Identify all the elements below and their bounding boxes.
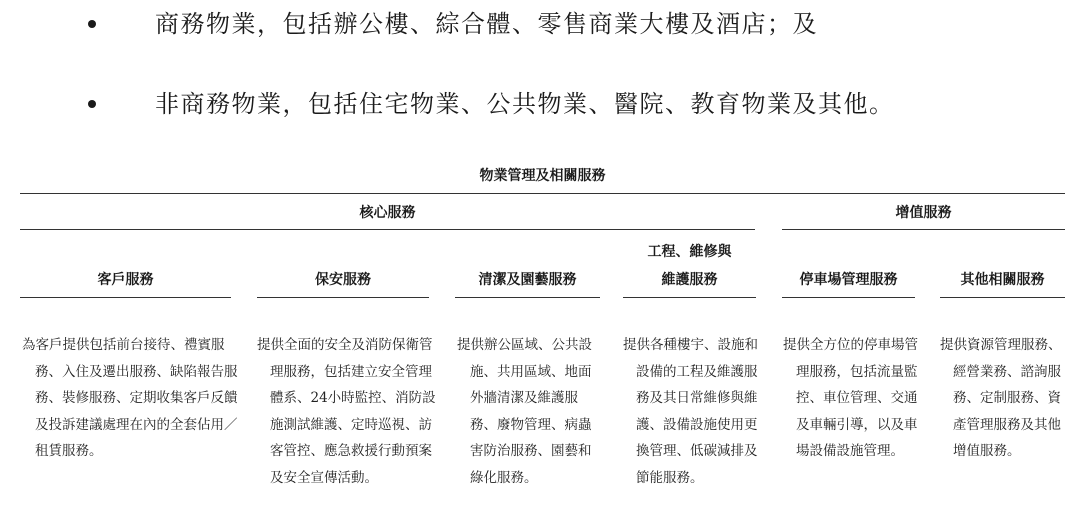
- column-header-other-service: 其他相關服務: [960, 272, 1045, 288]
- bullet-text: 商務物業，包括辦公樓、綜合體、零售商業大樓及酒店；及: [155, 10, 818, 38]
- cell-line: 務及其日常維修與維: [636, 390, 758, 406]
- cell-line: 提供資源管理服務、: [940, 337, 1062, 353]
- group-header-value-added: 增值服務: [895, 205, 952, 221]
- cell-line: 場設備設施管理。: [796, 443, 904, 459]
- cell-customer-service-description: [22, 332, 237, 465]
- cell-line: 產管理服務及其他: [953, 416, 1061, 433]
- cell-other-service-description: [940, 332, 1072, 465]
- cell-line: 及安全宣傳活動。: [270, 469, 378, 486]
- cell-line: 務、定制服務、資: [953, 390, 1061, 406]
- column-rule: [20, 297, 231, 298]
- cell-line: 提供辦公區域、公共設: [457, 337, 592, 353]
- cell-line: 設備的工程及維護服: [636, 363, 758, 380]
- cell-line: 綠化服務。: [470, 469, 538, 486]
- bullet-dot: [88, 20, 96, 28]
- column-header-cleaning-service: 清潔及園藝服務: [478, 272, 577, 288]
- column-header-customer-service: 客戶服務: [97, 272, 154, 288]
- cell-line: 施、共用區域、地面: [470, 363, 592, 380]
- cell-line: 理服務，包括建立安全管理: [270, 363, 432, 380]
- cell-line: 增值服務。: [953, 443, 1021, 459]
- cell-line: 控、車位管理、交通: [796, 390, 918, 406]
- cell-line: 務、廢物管理、病蟲: [470, 416, 592, 433]
- table-title: 物業管理及相關服務: [479, 168, 606, 184]
- cell-line: 提供全面的安全及消防保衛管: [257, 337, 433, 353]
- column-header-engineering-service-line1: 工程、維修與: [647, 244, 732, 260]
- cell-line: 務、入住及遷出服務、缺陷報告服: [35, 363, 238, 380]
- column-rule: [257, 297, 429, 298]
- cell-security-service-description: [257, 332, 437, 491]
- cell-line: 及投訴建議處理在內的全套佔用／: [35, 416, 238, 433]
- cell-line: 施測試維護、定時巡視、訪: [270, 416, 432, 433]
- bullet-item-commercial: [0, 4, 1080, 44]
- cell-line: 理服務，包括流量監: [796, 363, 918, 380]
- cell-cleaning-service-description: [457, 332, 607, 491]
- cell-line: 提供各種樓宇、設施和: [623, 337, 758, 353]
- cell-line: 外牆清潔及維護服: [470, 390, 578, 406]
- column-rule: [940, 297, 1065, 298]
- cell-engineering-service-description: [623, 332, 773, 491]
- cell-line: 節能服務。: [636, 469, 704, 486]
- group-rule-value-added: [782, 229, 1065, 230]
- column-rule: [455, 297, 600, 298]
- title-rule: [20, 193, 1065, 194]
- cell-line: 客管控、應急救援行動預案: [270, 443, 432, 459]
- cell-line: 提供全方位的停車場管: [783, 337, 918, 353]
- column-rule: [782, 297, 915, 298]
- cell-line: 護、設備設施使用更: [636, 416, 758, 433]
- cell-line: 為客戶提供包括前台接待、禮賓服: [22, 337, 225, 353]
- column-header-security-service: 保安服務: [315, 272, 371, 288]
- cell-line: 務、裝修服務、定期收集客戶反饋: [35, 390, 238, 406]
- cell-line: 換管理、低碳減排及: [636, 443, 758, 459]
- bullet-text: 非商務物業，包括住宅物業、公共物業、醫院、教育物業及其他。: [155, 90, 895, 118]
- cell-line: 租賃服務。: [35, 443, 103, 459]
- column-header-parking-service: 停車場管理服務: [799, 272, 898, 288]
- cell-line: 體系、24小時監控、消防設: [270, 390, 436, 406]
- bullet-dot: [88, 100, 96, 108]
- column-header-engineering-service-line2: 維護服務: [661, 272, 718, 288]
- column-rule: [623, 297, 756, 298]
- cell-line: 及車輛引導，以及車: [796, 416, 918, 433]
- cell-parking-service-description: [783, 332, 928, 465]
- cell-line: 害防治服務、園藝和: [470, 443, 592, 459]
- cell-line: 經營業務、諮詢服: [953, 363, 1061, 380]
- group-header-core: 核心服務: [359, 205, 416, 221]
- group-rule-core: [20, 229, 755, 230]
- bullet-item-non-commercial: [0, 84, 1080, 124]
